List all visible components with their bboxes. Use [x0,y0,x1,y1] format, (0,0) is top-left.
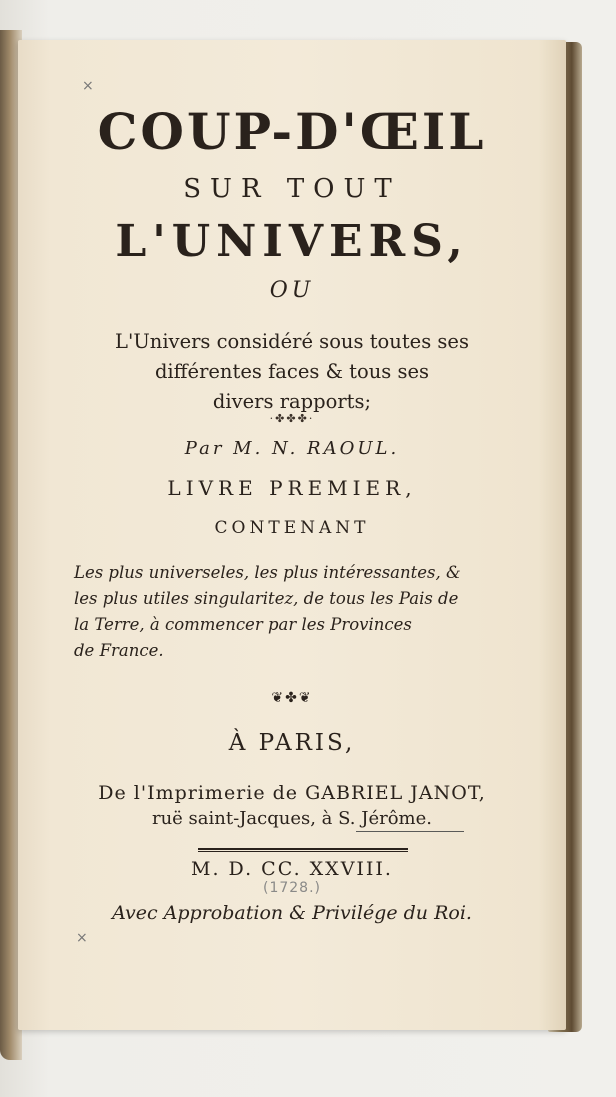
divider-rule [198,848,408,850]
pencil-mark-top: × [82,78,94,94]
subtitle-line-2: différentes faces & tous ses [154,360,430,383]
subtitle-line-1: L'Univers considéré sous toutes ses [115,330,469,353]
subtitle-line-3: divers rapports; [212,390,372,413]
title-page [18,40,566,1030]
printer-line: De l'Imprimerie de GABRIEL JANOT, [98,782,486,804]
description-line-4: de France. [74,641,164,660]
description-line-2: les plus utiles singularitez, de tous les Pais de [74,589,459,608]
title-line-3: L'UNIVERS, [115,216,469,267]
city-line: À PARIS, [228,730,356,756]
book-heading: LIVRE PREMIER, [167,476,417,500]
pencil-date-note: (1728.) [262,880,321,896]
date-line: M. D. CC. XXVIII. [191,858,393,880]
title-line-2: SUR TOUT [183,174,401,204]
description-line-1: Les plus universeles, les plus intéressantes, & [74,563,461,582]
title-line-4: OU [269,278,315,303]
contents-heading: CONTENANT [214,518,370,538]
ornament-small: ·✤✤✤· [269,412,315,425]
privilege-line: Avec Approbation & Privilége du Roi. [112,902,472,924]
description-line-3: la Terre, à commencer par les Provinces [74,615,412,634]
author-line: Par M. N. RAOUL. [184,438,400,459]
ornament-mid: ❦✤❦ [271,690,313,706]
pencil-underline [356,831,464,832]
street-line: ruë saint-Jacques, à S. Jérôme. [151,808,433,829]
pencil-mark-bottom: × [76,930,88,946]
divider-rule-thin [198,851,408,852]
title-line-1: COUP-D'ŒIL [97,102,487,161]
